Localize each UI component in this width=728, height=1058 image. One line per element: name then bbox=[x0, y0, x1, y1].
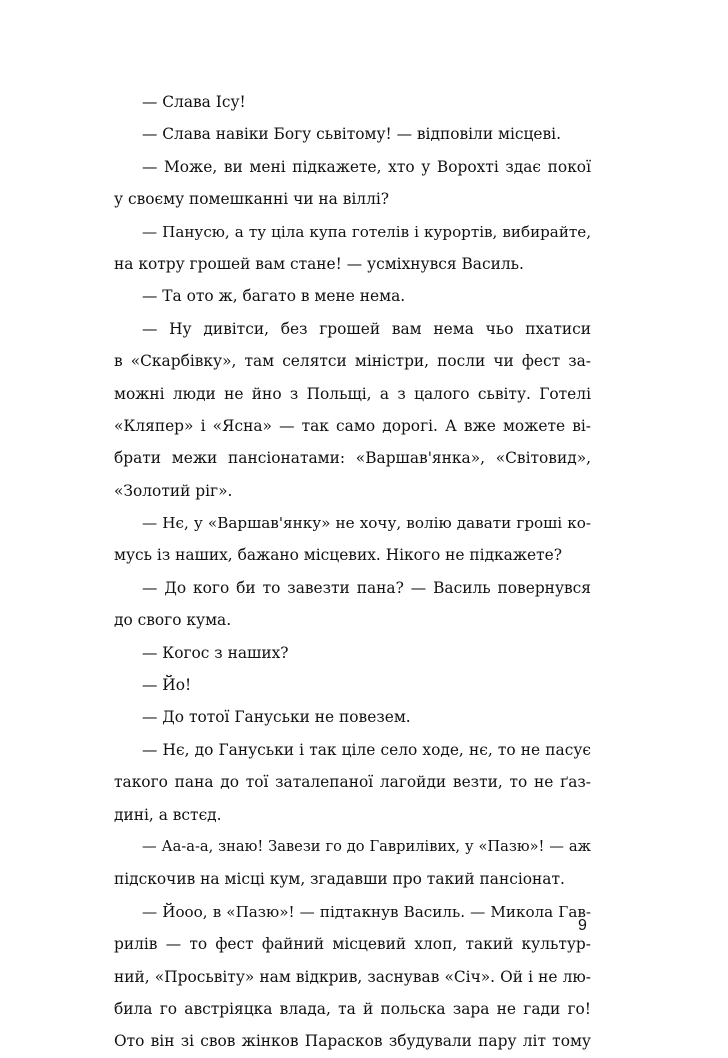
text-line: — Нє, до Гануськи і так ціле село ходе, нє, то не пасує bbox=[142, 740, 591, 759]
text-line: — Нє, у «Варшав'янку» не хочу, волію давати гроші ко- bbox=[142, 514, 591, 533]
text-line: на котру грошей вам стане! — усміхнувся Василь. bbox=[114, 254, 524, 273]
text-line: мусь із наших, бажано місцевих. Нікого не підкажете? bbox=[114, 546, 562, 565]
text-line: — Слава навіки Богу сьвітому! — відповіли місцеві. bbox=[142, 125, 561, 144]
text-line: брати межи пансіонатами: «Варшав'янка», «Світовид», bbox=[114, 449, 591, 468]
text-line: «Золотий ріг». bbox=[114, 481, 233, 500]
text-line: «Кляпер» і «Ясна» — так само дорогі. А вже можете ві- bbox=[114, 416, 591, 435]
text-line: ний, «Просьвіту» нам відкрив, заснував «Січ». Ой і не лю- bbox=[114, 967, 591, 986]
text-line: дині, а встєд. bbox=[114, 805, 222, 824]
text-line: Ото він зі свов жінков Парасков збудували пару літ тому bbox=[114, 1032, 591, 1051]
text-line: в «Скарбівку», там селятси міністри, посли чи фест за- bbox=[114, 352, 591, 371]
text-line: — Аа-а-а, знаю! Завези го до Гаврилівих, у «Пазю»! — аж bbox=[142, 837, 591, 855]
text-line: била го австріяцка влада, та й польска зара не гади го! bbox=[114, 999, 591, 1018]
text-line: до свого кума. bbox=[114, 611, 232, 630]
text-line: можні люди не йно з Польщі, а з цалого сьвіту. Готелі bbox=[114, 384, 591, 403]
text-line: — Ну дивітси, без грошей вам нема чьо пхатиси bbox=[142, 319, 591, 338]
text-line: — Може, ви мені підкажете, хто у Ворохті здає покої bbox=[142, 157, 591, 176]
text-line: рилів — то фест файний місцевий хлоп, такий культур- bbox=[114, 935, 591, 954]
text-line: — Панусю, а ту ціла купа готелів і курортів, вибирайте, bbox=[142, 222, 591, 241]
text-line: — До кого би то завезти пана? — Василь повернувся bbox=[142, 578, 591, 597]
page-number: 9 bbox=[578, 917, 587, 934]
text-line: у своєму помешканні чи на віллі? bbox=[114, 190, 390, 209]
text-line: — Та ото ж, багато в мене нема. bbox=[142, 287, 406, 306]
text-line: — Йооо, в «Пазю»! — підтакнув Василь. — Микола Гав- bbox=[142, 902, 591, 921]
body-text bbox=[114, 86, 591, 1058]
text-line: — Йо! bbox=[142, 676, 192, 695]
text-line: такого пана до тої заталепаної лагойди везти, то не ґаз- bbox=[114, 773, 591, 792]
text-line: — Слава Ісу! bbox=[142, 93, 246, 111]
text-line: підскочив на місці кум, згадавши про такий пансіонат. bbox=[114, 870, 565, 889]
text-line: — До тотої Гануськи не повезем. bbox=[142, 708, 411, 727]
text-line: — Когос з наших? bbox=[142, 643, 289, 662]
